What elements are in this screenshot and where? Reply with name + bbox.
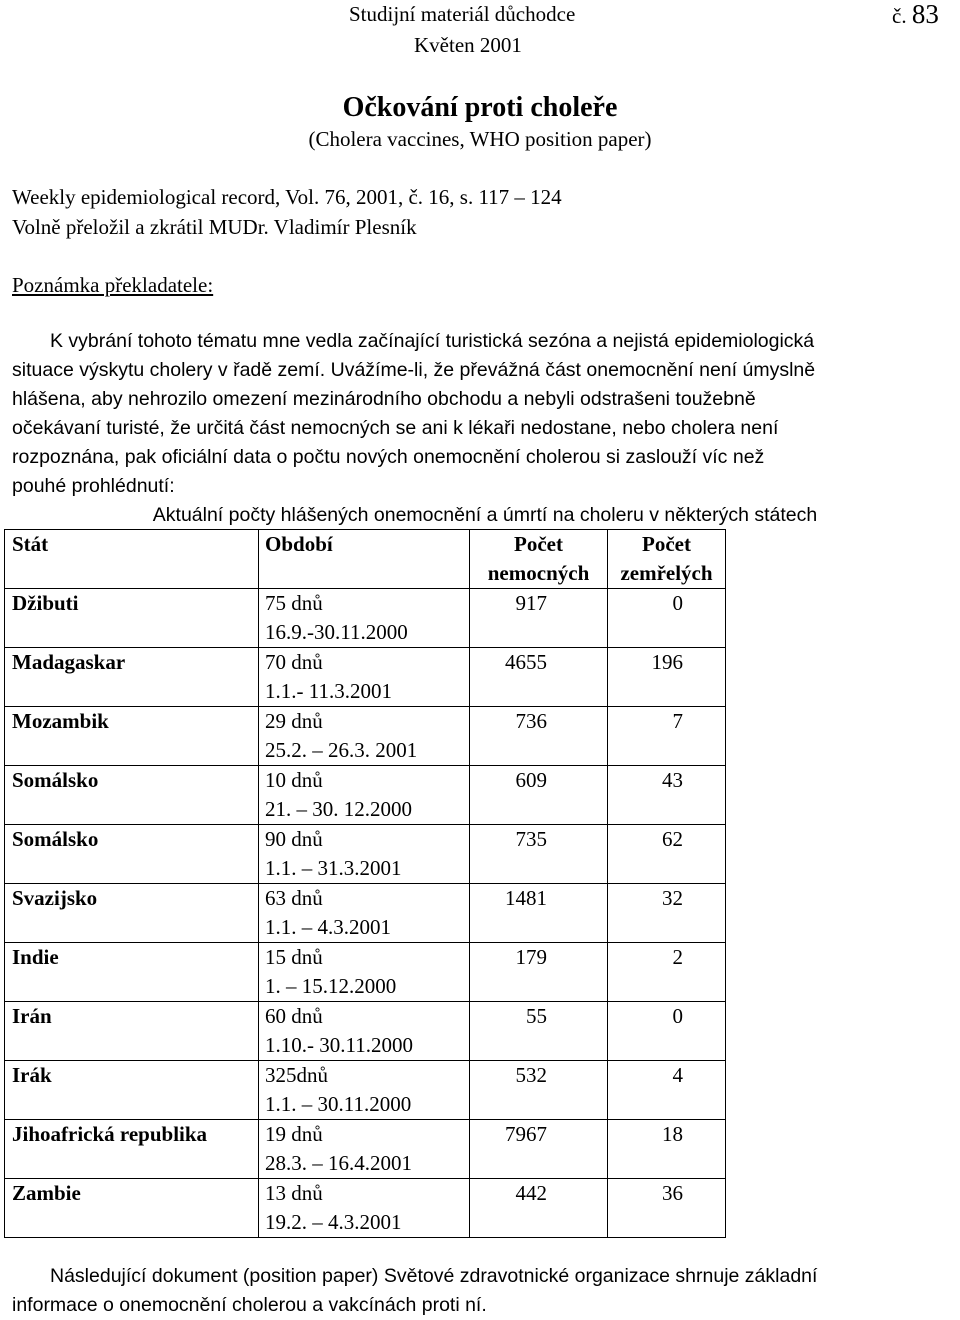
cell-period xyxy=(259,1061,470,1120)
cell-period-range: 1.10.- 30.11.2000 xyxy=(265,1033,413,1057)
translator-credit: Volně přeložil a zkrátil MUDr. Vladimír Plesník xyxy=(12,215,417,239)
table-row xyxy=(5,884,726,943)
cell-sick: 532 xyxy=(470,1061,608,1120)
cell-period-range: 19.2. – 4.3.2001 xyxy=(265,1210,402,1234)
cell-sick: 4655 xyxy=(470,648,608,707)
cell-period-days: 63 dnů xyxy=(265,886,323,910)
header-number-prefix: č. xyxy=(892,4,907,28)
cell-period xyxy=(259,648,470,707)
cell-state: Mozambik xyxy=(5,707,259,766)
translator-note-paragraph xyxy=(12,327,956,501)
table-body xyxy=(5,589,726,1238)
table-row xyxy=(5,1120,726,1179)
source-citation: Weekly epidemiological record, Vol. 76, 2001, č. 16, s. 117 – 124 xyxy=(12,185,562,209)
cell-state: Džibuti xyxy=(5,589,259,648)
closing-line: Následující dokument (position paper) Světové zdravotnické organizace shrnuje základní xyxy=(50,1265,818,1287)
header-sick-line1: Počet xyxy=(514,532,563,556)
cell-period-range: 1.1. – 30.11.2000 xyxy=(265,1092,412,1116)
cell-period xyxy=(259,943,470,1002)
header-dead xyxy=(608,530,726,589)
translator-note-heading: Poznámka překladatele: xyxy=(12,273,214,297)
table-row xyxy=(5,707,726,766)
header-number xyxy=(892,0,939,31)
paragraph-line: situace výskytu cholery v řadě zemí. Uvážíme-li, že převážná část onemocnění není úmyslně xyxy=(12,359,816,381)
cell-period-days: 60 dnů xyxy=(265,1004,323,1028)
cell-period-days: 19 dnů xyxy=(265,1122,323,1146)
cell-period xyxy=(259,589,470,648)
cell-dead: 4 xyxy=(608,1061,726,1120)
cell-sick: 55 xyxy=(470,1002,608,1061)
cell-period xyxy=(259,707,470,766)
cell-period-days: 29 dnů xyxy=(265,709,323,733)
table-header-row xyxy=(5,530,726,589)
header-series: Studijní materiál důchodce xyxy=(349,2,576,26)
cell-period xyxy=(259,1179,470,1238)
cell-dead: 36 xyxy=(608,1179,726,1238)
table-row xyxy=(5,943,726,1002)
table-row xyxy=(5,648,726,707)
cell-period-range: 21. – 30. 12.2000 xyxy=(265,797,412,821)
cell-dead: 62 xyxy=(608,825,726,884)
document-subtitle: (Cholera vaccines, WHO position paper) xyxy=(308,127,652,151)
paragraph-line: pouhé prohlédnutí: xyxy=(12,475,175,497)
header-date: Květen 2001 xyxy=(414,33,522,57)
cell-period xyxy=(259,1120,470,1179)
header-state: Stát xyxy=(5,530,259,589)
table-row xyxy=(5,766,726,825)
cell-dead: 0 xyxy=(608,589,726,648)
cell-period xyxy=(259,825,470,884)
cell-sick: 735 xyxy=(470,825,608,884)
header-dead-line2: zemřelých xyxy=(620,561,713,585)
cell-state: Irán xyxy=(5,1002,259,1061)
paragraph-line: rozpoznána, pak oficiální data o počtu nových onemocnění cholerou si zaslouží víc než xyxy=(12,446,765,468)
cell-period-days: 90 dnů xyxy=(265,827,323,851)
cell-sick: 179 xyxy=(470,943,608,1002)
cell-period-days: 325dnů xyxy=(265,1063,328,1087)
cell-state: Somálsko xyxy=(5,766,259,825)
cell-period-range: 1. – 15.12.2000 xyxy=(265,974,397,998)
cell-dead: 32 xyxy=(608,884,726,943)
cell-period xyxy=(259,1002,470,1061)
header-dead-line1: Počet xyxy=(642,532,691,556)
cell-period-range: 25.2. – 26.3. 2001 xyxy=(265,738,418,762)
closing-line: informace o onemocnění cholerou a vakcínách proti ní. xyxy=(12,1294,487,1316)
table-row xyxy=(5,589,726,648)
header-sick xyxy=(470,530,608,589)
cell-sick: 7967 xyxy=(470,1120,608,1179)
table-row xyxy=(5,825,726,884)
cell-dead: 7 xyxy=(608,707,726,766)
paragraph-line: K vybrání tohoto tématu mne vedla začínající turistická sezóna a nejistá epidemiologická xyxy=(50,330,815,352)
cell-dead: 43 xyxy=(608,766,726,825)
cell-period-days: 70 dnů xyxy=(265,650,323,674)
table-row xyxy=(5,1061,726,1120)
cell-dead: 18 xyxy=(608,1120,726,1179)
paragraph-line: očekávaní turisté, že určitá část nemocných se ani k lékaři nedostane, nebo cholera není xyxy=(12,417,779,439)
cell-period-days: 15 dnů xyxy=(265,945,323,969)
cell-period-range: 1.1. – 31.3.2001 xyxy=(265,856,402,880)
cell-state: Indie xyxy=(5,943,259,1002)
table-caption: Aktuální počty hlášených onemocnění a úmrtí na choleru v některých státech xyxy=(152,504,818,526)
cell-sick: 1481 xyxy=(470,884,608,943)
cell-state: Jihoafrická republika xyxy=(5,1120,259,1179)
cell-sick: 609 xyxy=(470,766,608,825)
cell-period-days: 13 dnů xyxy=(265,1181,323,1205)
closing-paragraph xyxy=(12,1262,956,1320)
table-row xyxy=(5,1002,726,1061)
paragraph-line: hlášena, aby nehrozilo omezení mezinárodního obchodu a nebyli odstrašeni toužebně xyxy=(12,388,756,410)
table-row xyxy=(5,1179,726,1238)
cell-sick: 736 xyxy=(470,707,608,766)
cell-state: Irák xyxy=(5,1061,259,1120)
cell-state: Zambie xyxy=(5,1179,259,1238)
cell-period xyxy=(259,766,470,825)
cell-period-range: 16.9.-30.11.2000 xyxy=(265,620,408,644)
cell-period-range: 1.1.- 11.3.2001 xyxy=(265,679,392,703)
cell-sick: 917 xyxy=(470,589,608,648)
header-sick-line2: nemocných xyxy=(487,561,590,585)
cell-period-range: 1.1. – 4.3.2001 xyxy=(265,915,391,939)
cell-period-range: 28.3. – 16.4.2001 xyxy=(265,1151,412,1175)
cell-state: Madagaskar xyxy=(5,648,259,707)
cell-period-days: 10 dnů xyxy=(265,768,323,792)
cell-state: Svazijsko xyxy=(5,884,259,943)
cell-sick: 442 xyxy=(470,1179,608,1238)
cell-dead: 196 xyxy=(608,648,726,707)
cell-dead: 2 xyxy=(608,943,726,1002)
cell-state: Somálsko xyxy=(5,825,259,884)
document-title: Očkování proti choleře xyxy=(342,92,618,123)
header-number-value: 83 xyxy=(911,0,939,29)
cell-dead: 0 xyxy=(608,1002,726,1061)
header-period: Období xyxy=(259,530,470,589)
cell-period xyxy=(259,884,470,943)
cholera-table xyxy=(4,529,726,1238)
cell-period-days: 75 dnů xyxy=(265,591,323,615)
